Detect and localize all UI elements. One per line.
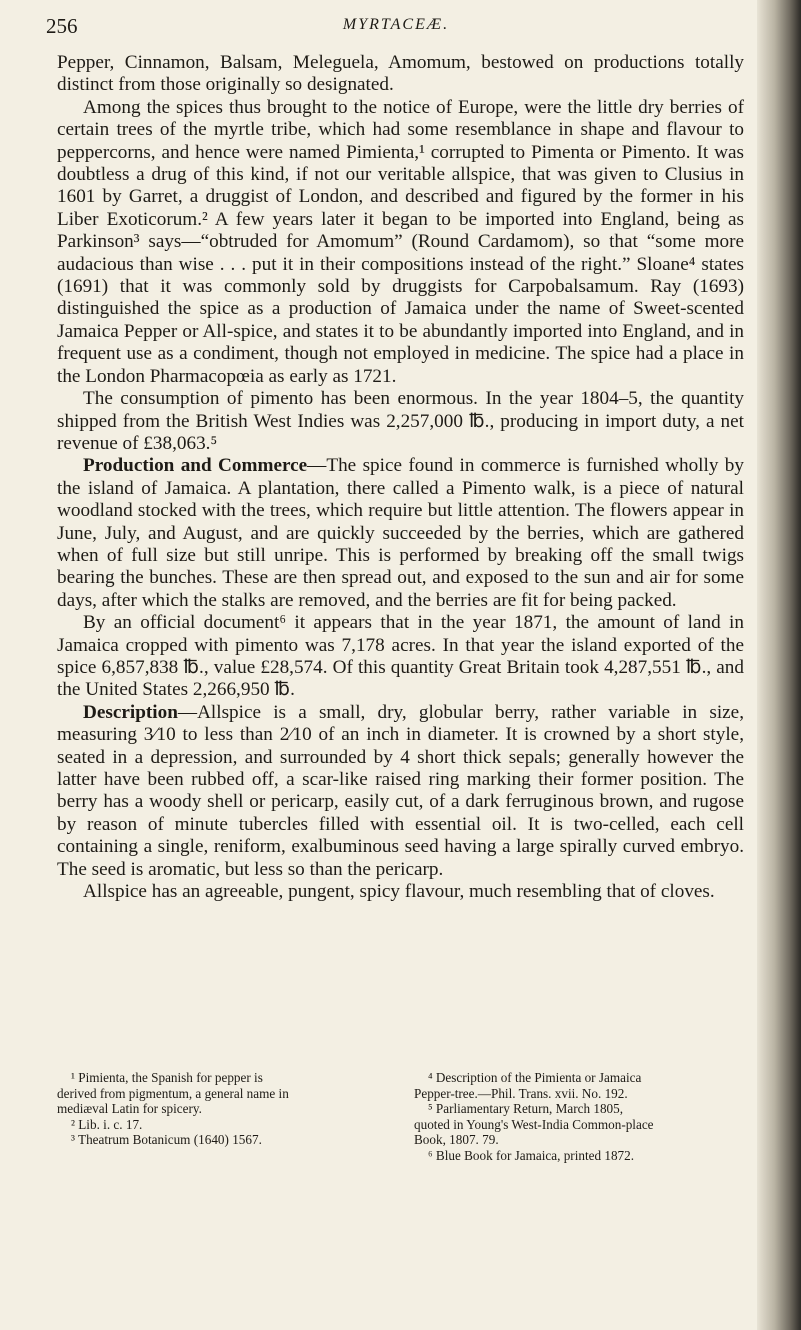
footnote: ³ Theatrum Botanicum (1640) 1567. <box>71 1132 262 1148</box>
running-title: MYRTACEÆ. <box>342 16 450 33</box>
paragraph: By an official document⁶ it appears that in the year 1871, the amount of land in Jamaica cropped with pimento was 7,178 acres. In that year the island exported of the spice 6,857,838 ℔., value £28,574. Of this quantity Great Britain took 4,287,551 ℔., and the United States 2,266,950 ℔. <box>57 612 744 701</box>
footnote: ⁵ Parliamentary Return, March 1805, <box>428 1101 624 1117</box>
paragraph: Pepper, Cinnamon, Balsam, Meleguela, Amomum, bestowed on productions totally distinct from those originally so designated. <box>57 52 744 96</box>
paragraph: The consumption of pimento has been enormous. In the year 1804–5, the quantity shipped from the British West Indies was 2,257,000 ℔., producing in import duty, a net revenue of £38,063.⁵ <box>57 388 744 454</box>
footnote: derived from pigmentum, a general name in <box>57 1085 289 1101</box>
footnote: ⁶ Blue Book for Jamaica, printed 1872. <box>428 1147 635 1163</box>
footnote: ⁴ Description of the Pimienta or Jamaica <box>428 1070 642 1085</box>
footnote: Pepper-tree.—Phil. Trans. xvii. No. 192. <box>414 1085 628 1101</box>
footnote: ¹ Pimienta, the Spanish for pepper is <box>71 1070 263 1085</box>
page-header <box>46 14 746 42</box>
footnote: mediæval Latin for spicery. <box>57 1101 202 1117</box>
footnote: quoted in Young's West-India Common-place <box>414 1116 654 1132</box>
footnotes-right-column <box>414 1070 744 1164</box>
main-text <box>57 52 744 903</box>
footnote: ² Lib. i. c. 17. <box>71 1116 143 1132</box>
footnotes-left-column <box>57 1070 387 1148</box>
page-edge-shadow <box>757 0 801 1330</box>
paragraph: Among the spices thus brought to the notice of Europe, were the little dry berries of certain trees of the myrtle tribe, which had some resemblance in shape and flavour to peppercorns, and hence were named Pimienta,¹ corrupted to Pimenta or Pimento. It was doubtless a drug of this kind, if not our veritable allspice, that was given to Clusius in 1601 by Garret, a druggist of London, and described and figured by the former in his Liber Exoticorum.² A few years later it began to be imported into England, being as Parkinson³ says—“obtruded for Amomum” (Round Cardamom), so that “some more audacious than wise . . . put it in their compositions instead of the right.” Sloane⁴ states (1691) that it was commonly sold by druggists for Carpobalsamum. Ray (1693) distinguished the spice as a production of Jamaica under the name of Sweet-scented Jamaica Pepper or All-spice, and states it to be abundantly imported into England, and in frequent use as a condiment, though not employed in medicine. The spice had a place in the London Pharmacopœia as early as 1721. <box>57 96 744 387</box>
section-heading: Production and Commerce <box>83 455 308 477</box>
page-number: 256 <box>46 14 78 38</box>
paragraph-text: —Allspice is a small, dry, globular berry, rather variable in size, measuring 3⁄10 to less than 2⁄10 of an inch in diameter. It is crowned by a short style, seated in a depression, and surrounded by 4 short thick sepals; generally however the latter have been rubbed off, a scar-like raised ring marking their former position. The berry has a woody shell or pericarp, easily cut, of a dark ferruginous brown, and rugose by reason of minute tubercles filled with essential oil. It is two-celled, each cell containing a single, reniform, exalbuminous seed having a large spirally curved embryo. The seed is aromatic, but less so than the pericarp. <box>57 701 744 880</box>
paragraph-production-and-commerce <box>57 455 744 612</box>
paragraph-description <box>57 702 744 881</box>
paragraph: Allspice has an agreeable, pungent, spicy flavour, much resembling that of cloves. <box>83 881 715 903</box>
paragraph-text: —The spice found in commerce is furnished wholly by the island of Jamaica. A plantation, there called a Pimento walk, is a piece of natural woodland stocked with the trees, which require but little attention. The flowers appear in June, July, and August, and are quickly succeeded by the berries, which are gathered when of full size but still unripe. This is performed by breaking off the small twigs bearing the bunches. These are then spread out, and exposed to the sun and air for some days, after which the stalks are removed, and the berries are fit for being packed. <box>57 455 744 611</box>
footnote: Book, 1807. 79. <box>414 1132 499 1148</box>
section-heading: Description <box>83 701 178 723</box>
